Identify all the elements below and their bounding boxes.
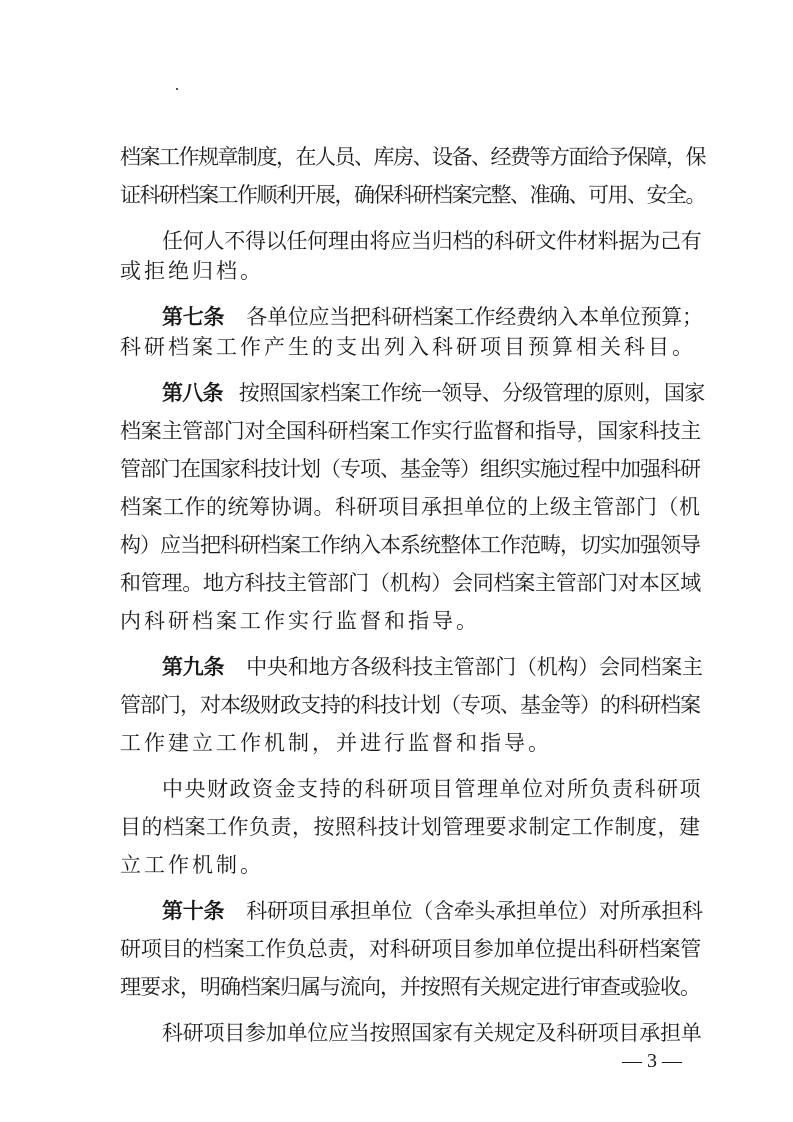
article-8-heading-line: 第八条 按照国家档案工作统一领导、分级管理的原则，国家 (162, 380, 705, 405)
text-line-17: 中央财政资金支持的科研项目管理单位对所负责科研项 (162, 777, 702, 801)
text-line-4: 或拒绝归档。 (120, 259, 264, 283)
article-7-heading-line: 第七条 各单位应当把科研档案工作经费纳入本单位预算； (162, 304, 703, 329)
text-line-2: 证科研档案工作顺利开展，确保科研档案完整、准确、可用、安全。 (120, 183, 705, 207)
text-line-23: 科研项目参加单位应当按照国家有关规定及科研项目承担单 (162, 1021, 702, 1045)
text-line-11: 构）应当把科研档案工作纳入本系统整体工作范畴，切实加强领导 (120, 533, 700, 557)
article-9-heading-line: 第九条 中央和地方各级科技主管部门（机构）会同档案主 (162, 654, 703, 679)
text-line-3: 任何人不得以任何理由将应当归档的科研文件材料据为己有 (162, 229, 702, 253)
page-number: — 3 — (622, 1050, 682, 1072)
article-9-label: 第九条 (162, 654, 225, 679)
text-line-21: 研项目的档案工作负总责，对科研项目参加单位提出科研档案管 (120, 937, 701, 961)
article-10-label: 第十条 (162, 898, 225, 923)
text-line-19: 立工作机制。 (120, 853, 264, 877)
text-line-16: 工作建立工作机制，并进行监督和指导。 (120, 731, 552, 755)
article-10-heading-line: 第十条 科研项目承担单位（含牵头承担单位）对所承担科 (162, 898, 703, 923)
text-line-22: 理要求，明确档案归属与流向，并按照有关规定进行审查或验收。 (120, 975, 700, 999)
text-line-6: 科研档案工作产生的支出列入科研项目预算相关科目。 (120, 335, 696, 359)
text-line-9: 管部门在国家科技计划（专项、基金等）组织实施过程中加强科研 (120, 457, 700, 481)
text-line-1: 档案工作规章制度，在人员、库房、设备、经费等方面给予保障，保 (120, 145, 705, 169)
scan-speck (176, 88, 178, 90)
text-line-8: 档案主管部门对全国科研档案工作实行监督和指导，国家科技主 (120, 419, 701, 443)
text-line-18: 目的档案工作负责，按照科技计划管理要求制定工作制度，建 (120, 815, 701, 839)
text-line-10: 档案工作的统筹协调。科研项目承担单位的上级主管部门（机 (120, 495, 701, 519)
text-line-15: 管部门，对本级财政支持的科技计划（专项、基金等）的科研档案 (120, 693, 700, 717)
article-7-label: 第七条 (162, 304, 225, 329)
text-line-12: 和管理。地方科技主管部门（机构）会同档案主管部门对本区域 (120, 571, 701, 595)
text-line-13: 内科研档案工作实行监督和指导。 (120, 609, 480, 633)
article-8-label: 第八条 (162, 380, 223, 405)
